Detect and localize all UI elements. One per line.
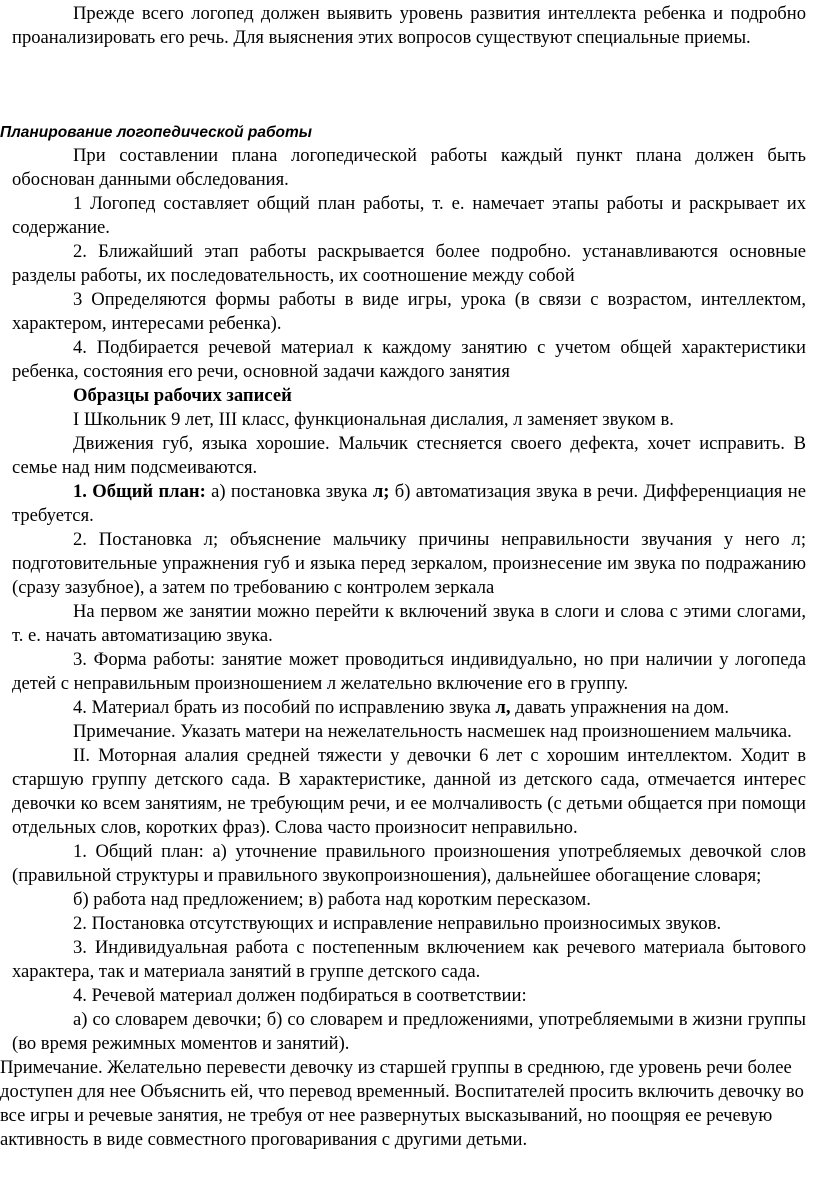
samples-heading: Образцы рабочих записей [73,385,292,406]
case2-intro: II. Моторная алалия средней тяжести у девочки 6 лет с хорошим интеллектом. Ходит в старшую группу детского сада. В характеристике, данной из детского сада, отмечается интерес девочки ко всем занятиям, не требующим речи, и ее молчаливость (с детьми общается при помощи отдельных слов, коротких фраз). Слова часто произносит неправильно. [12,745,806,838]
case1-plan-rest: б) автоматизация звука в речи. Дифференциация не требуется. [12,481,806,526]
case2-note: Примечание. Желательно перевести девочку из старшей группы в среднюю, где уровень речи более доступен для нее Объяснить ей, что перевод временный. Воспитателей просить включить девочку во все игры и речевые занятия, не требуя от нее развернутых высказываний, но поощряя ее речевую активность в виде совместного проговаривания с другими детьми. [0,1057,804,1150]
paragraph-step-2: 2. Ближайший этап работы раскрывается более подробно. устанавливаются основные разделы работы, их последовательность, их соотношение между собой [12,241,806,286]
paragraph-step-1: 1 Логопед составляет общий план работы, т. е. намечает этапы работы и раскрывает их содержание. [12,193,806,238]
case2-step-4-continued: а) со словарем девочки; б) со словарем и предложениями, употребляемыми в жизни группы (во время режимных моментов и занятий). [12,1009,806,1054]
paragraph-step-4: 4. Подбирается речевой материал к каждому занятию с учетом общей характеристики ребенка, состояния его речи, основной задачи каждого занятия [12,337,806,382]
case2-step-2: 2. Постановка отсутствующих и исправление неправильно произносимых звуков. [73,913,722,934]
case1-plan-label: 1. Общий план: [73,481,206,502]
case1-step-2: 2. Постановка л; объяснение мальчику причины неправильности звучания у него л; подготовительные упражнения губ и языка перед зеркалом, произнесение им звука по подражанию (сразу зазубное), а затем по требованию с контролем зеркала [12,529,806,598]
case1-title: I Школьник 9 лет, III класс, функциональная дислалия, л заменяет звуком в. [73,409,674,430]
case2-step-3: 3. Индивидуальная работа с постепенным включением как речевого материала бытового характера, так и материала занятий в группе детского сада. [12,937,806,982]
case1-general-plan [0,480,816,528]
section-heading: Планирование логопедической работы [0,124,313,141]
case1-note: Примечание. Указать матери на нежелательность насмешек над произношением мальчика. [73,721,792,742]
case2-step-1: 1. Общий план: а) уточнение правильного произношения употребляемых девочкой слов (правильной структуры и правильного звукопроизношения), дальнейшее обогащение словаря; [12,841,806,886]
case1-step-2-continued: На первом же занятии можно перейти к включений звука в слоги и слова с этими слогами, т. е. начать автоматизацию звука. [12,601,806,646]
case1-plan-sound: л; [372,481,390,502]
case2-step-4: 4. Речевой материал должен подбираться в соответствии: [73,985,527,1006]
case1-step-4-sound: л, [495,697,511,718]
case2-step-1-continued: б) работа над предложением; в) работа над коротким пересказом. [73,889,591,910]
case1-step-4-text-b: давать упражнения на дом. [510,697,730,718]
paragraph-step-3: 3 Определяются формы работы в виде игры, урока (в связи с возрастом, интеллектом, характером, интересами ребенка). [12,289,806,334]
case1-description: Движения губ, языка хорошие. Мальчик стесняется своего дефекта, хочет исправить. В семье над ним подсмеиваются. [12,433,806,478]
case1-step-4 [0,696,816,720]
case1-step-3: 3. Форма работы: занятие может проводиться индивидуально, но при наличии у логопеда детей с неправильным произношением л желательно включение его в группу. [12,649,806,694]
case1-step-4-text-a: 4. Материал брать из пособий по исправлению звука [73,697,496,718]
case1-plan-a: а) постановка звука [205,481,373,502]
paragraph-plan-basis: При составлении плана логопедической работы каждый пункт плана должен быть обоснован данными обследования. [12,145,806,190]
intro-paragraph: Прежде всего логопед должен выявить уровень развития интеллекта ребенка и подробно проанализировать его речь. Для выяснения этих вопросов существуют специальные приемы. [12,3,806,48]
